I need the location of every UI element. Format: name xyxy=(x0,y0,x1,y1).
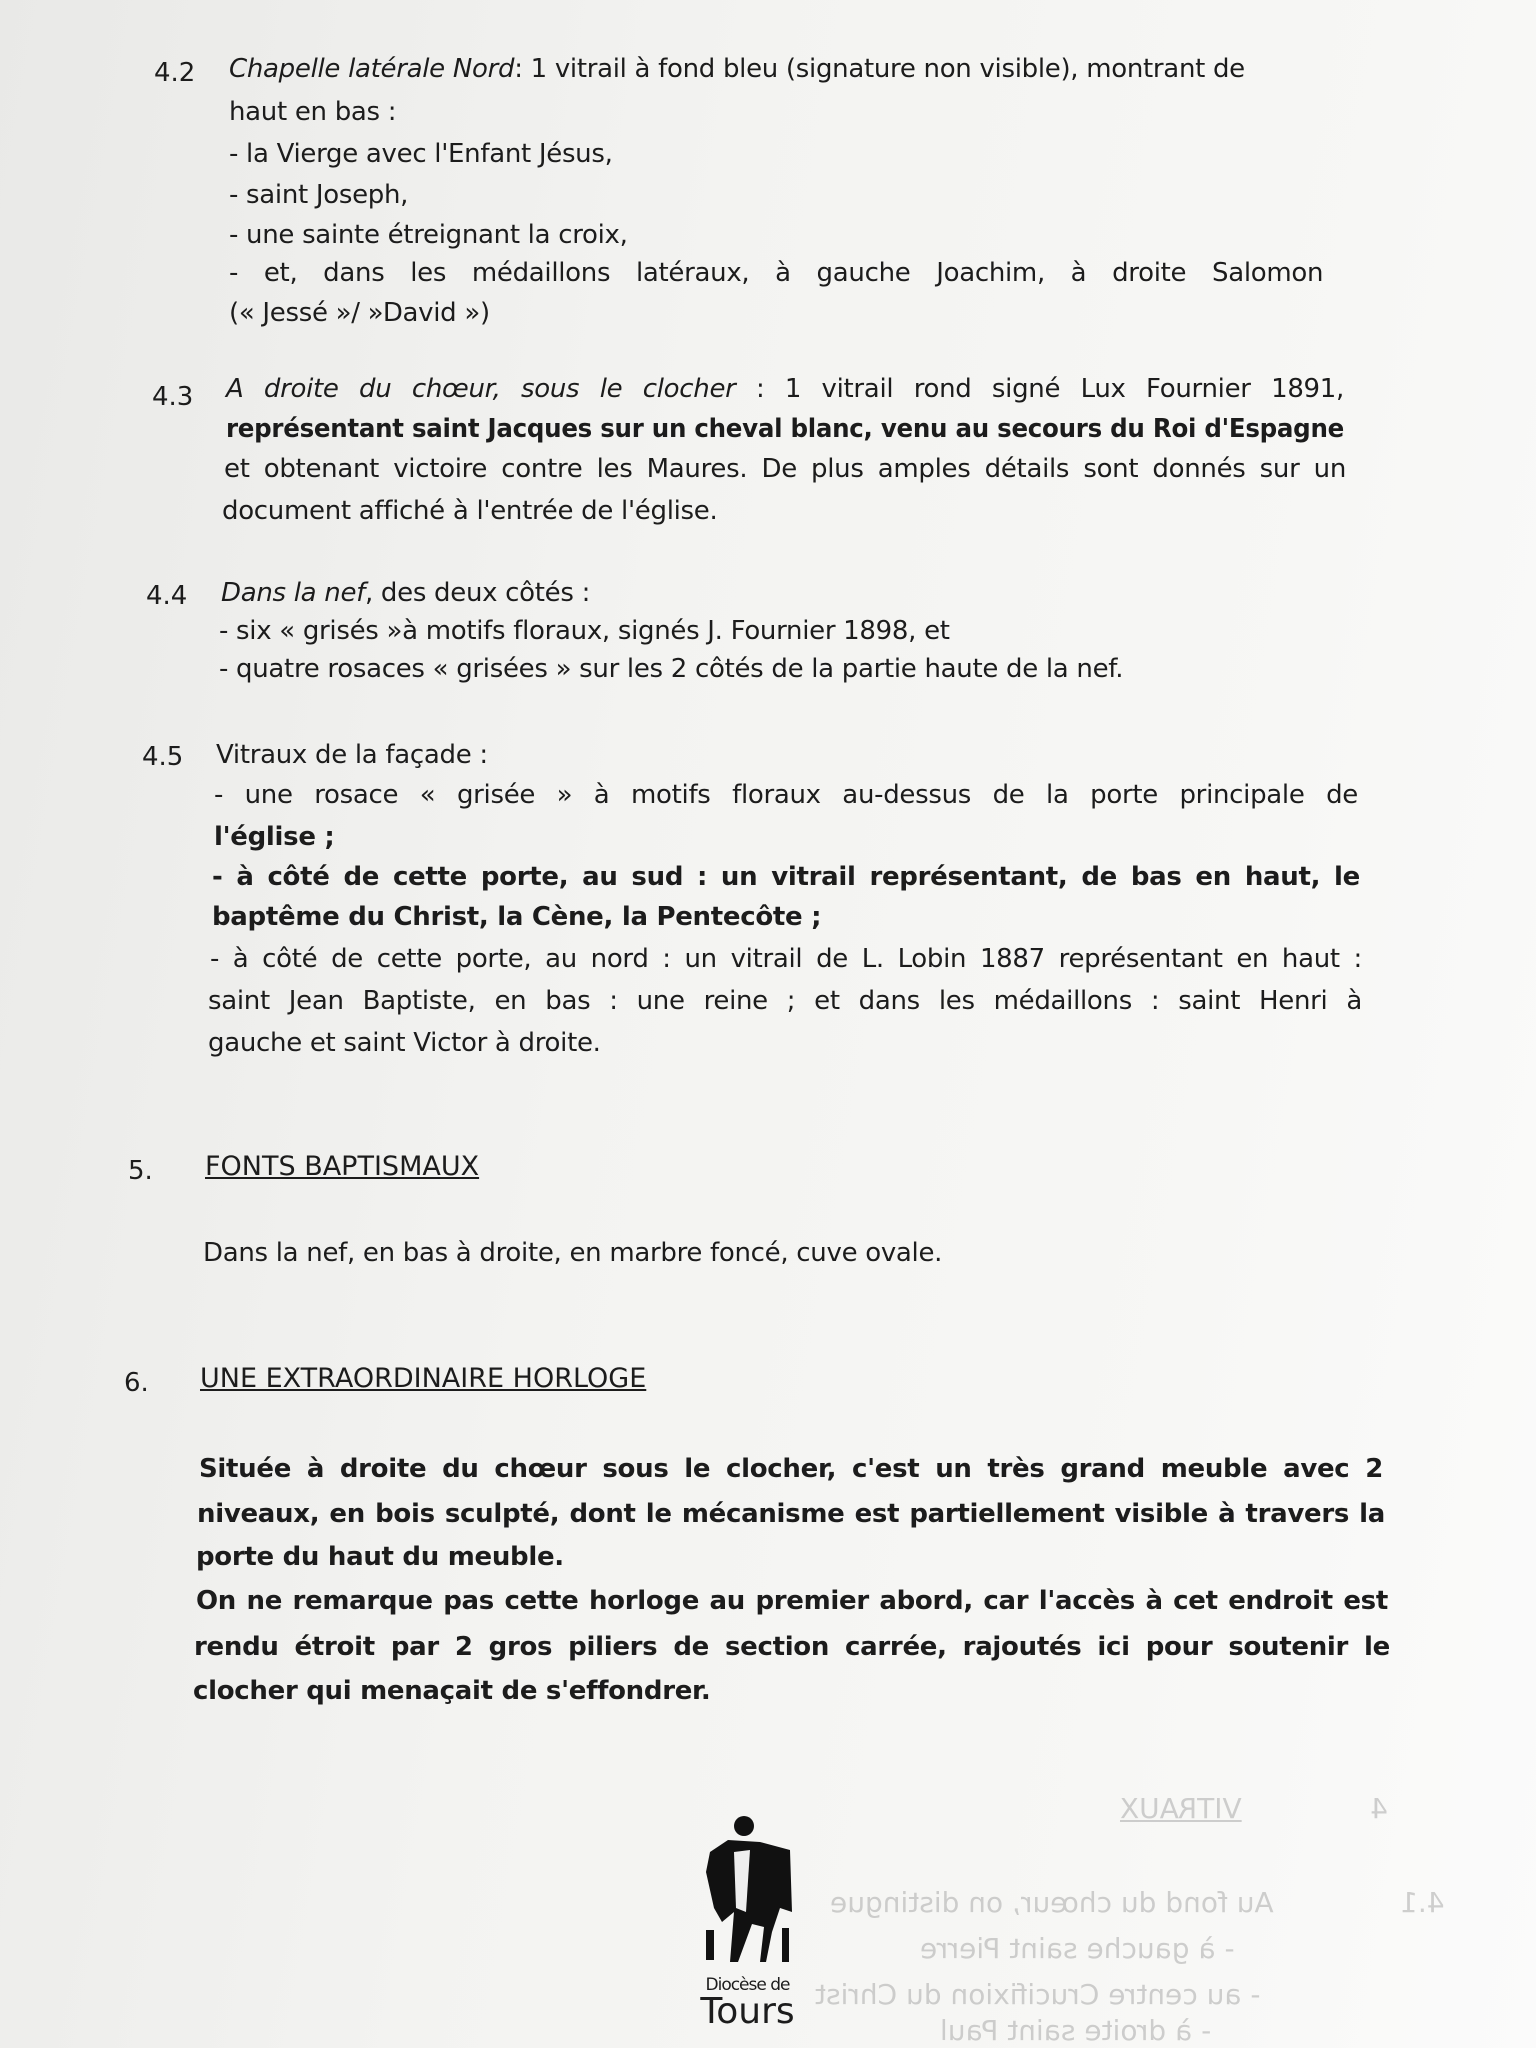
paragraph-line: Dans la nef, en bas à droite, en marbre foncé, cuve ovale. xyxy=(203,1238,943,1268)
paragraph-line: Vitraux de la façade : xyxy=(216,740,488,770)
list-item: - quatre rosaces « grisées » sur les 2 côtés de la partie haute de la nef. xyxy=(219,654,1124,684)
list-item: - à côté de cette porte, au nord : un vitrail de L. Lobin 1887 représentant en haut : xyxy=(210,944,1362,974)
ghost-line: - à droite saint Paul xyxy=(940,2014,1212,2047)
list-item: - une sainte étreignant la croix, xyxy=(229,220,628,250)
ghost-title: VITRAUX xyxy=(1120,1792,1242,1825)
section-number: 5. xyxy=(128,1156,153,1186)
paragraph-line: saint Jean Baptiste, en bas : une reine ; et dans les médaillons : saint Henri à xyxy=(208,986,1362,1016)
paragraph-line: baptême du Christ, la Cène, la Pentecôte ; xyxy=(212,902,822,932)
saint-figure-icon xyxy=(700,1812,795,1972)
paragraph-line xyxy=(221,576,590,610)
list-item: - saint Joseph, xyxy=(229,180,409,210)
paragraph-line: gauche et saint Victor à droite. xyxy=(208,1028,601,1058)
section-number: 4.4 xyxy=(146,581,188,611)
section-title: Chapelle latérale Nord xyxy=(229,54,515,84)
section-number: 4.2 xyxy=(154,58,196,88)
ghost-line: - à gauche saint Pierre xyxy=(920,1932,1235,1965)
line-text: , des deux côtés : xyxy=(365,578,591,608)
paragraph-line: rendu étroit par 2 gros piliers de section carrée, rajoutés ici pour soutenir le xyxy=(194,1632,1390,1662)
section-title: Dans la nef xyxy=(221,578,365,608)
paragraph-line: document affiché à l'entrée de l'église. xyxy=(222,496,718,526)
list-item: - six « grisés »à motifs floraux, signés J. Fournier 1898, et xyxy=(219,616,950,646)
paragraph-line: et obtenant victoire contre les Maures. De plus amples détails sont donnés sur un xyxy=(224,454,1346,484)
paragraph-line: niveaux, en bois sculpté, dont le mécanisme est partiellement visible à travers la xyxy=(197,1499,1385,1529)
diocese-logo xyxy=(700,1812,795,2032)
paragraph-line xyxy=(229,52,1245,86)
paragraph-line: Située à droite du chœur sous le clocher, c'est un très grand meuble avec 2 xyxy=(199,1454,1383,1484)
section-number: 6. xyxy=(124,1368,149,1398)
paragraph-line: (« Jessé »/ »David ») xyxy=(229,298,490,328)
section-number: 4.5 xyxy=(142,742,184,772)
logo-text-tours: Tours xyxy=(700,1991,795,2032)
paragraph-line: haut en bas : xyxy=(229,97,397,127)
paragraph-line: l'église ; xyxy=(214,822,335,852)
line-text: : 1 vitrail rond signé Lux Fournier 1891, xyxy=(735,374,1345,404)
ghost-line: - au centre Crucifixion du Christ xyxy=(815,1978,1261,2011)
section-number: 4.3 xyxy=(152,382,194,412)
paragraph-line: représentant saint Jacques sur un cheval blanc, venu au secours du Roi d'Espagne xyxy=(226,414,1344,444)
paragraph-line: clocher qui menaçait de s'effondrer. xyxy=(193,1676,711,1706)
section-heading: FONTS BAPTISMAUX xyxy=(205,1151,480,1182)
paragraph-line: porte du haut du meuble. xyxy=(196,1542,564,1572)
ghost-num: 4 xyxy=(1370,1792,1388,1825)
list-item: - la Vierge avec l'Enfant Jésus, xyxy=(229,139,613,169)
list-item: - une rosace « grisée » à motifs floraux au-dessus de la porte principale de xyxy=(214,780,1358,810)
line-text: : 1 vitrail à fond bleu (signature non visible), montrant de xyxy=(514,54,1245,84)
list-item: - à côté de cette porte, au sud : un vitrail représentant, de bas en haut, le xyxy=(212,862,1360,892)
logo-text-diocese: Diocèse de xyxy=(705,1975,790,1995)
ghost-line: Au fond du chœur, on distingue xyxy=(830,1886,1274,1919)
ghost-num2: 4.1 xyxy=(1400,1886,1445,1919)
section-heading: UNE EXTRAORDINAIRE HORLOGE xyxy=(200,1363,647,1394)
paragraph-line xyxy=(226,372,1344,406)
list-item: - et, dans les médaillons latéraux, à gauche Joachim, à droite Salomon xyxy=(229,258,1324,288)
paragraph-line: On ne remarque pas cette horloge au premier abord, car l'accès à cet endroit est xyxy=(196,1586,1388,1616)
section-title: A droite du chœur, sous le clocher xyxy=(226,374,736,404)
